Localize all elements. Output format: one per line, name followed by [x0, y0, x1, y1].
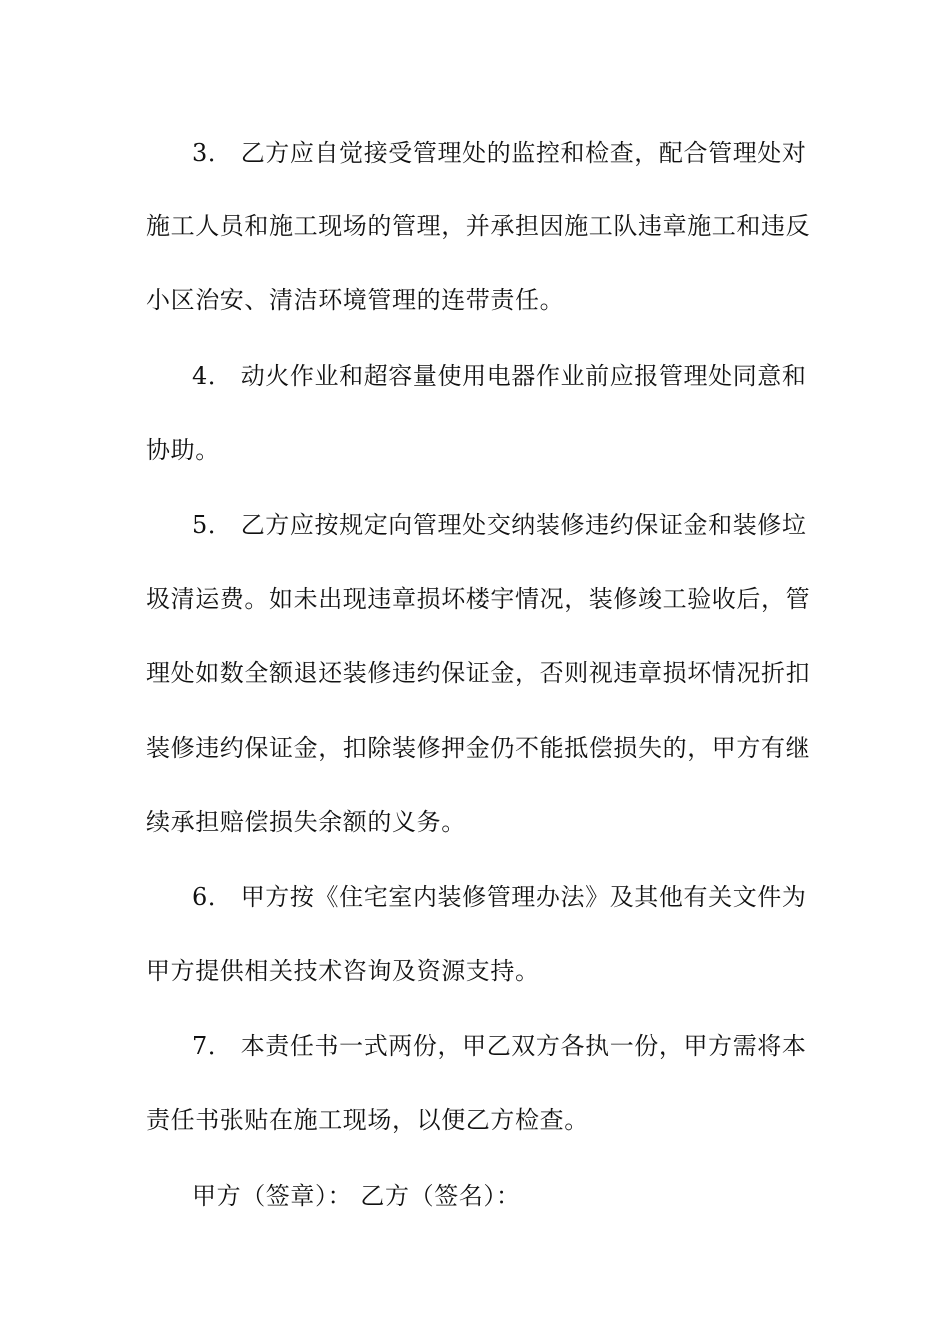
clause-6-line-2: 甲方提供相关技术咨询及资源支持。 — [146, 957, 540, 985]
clause-7-line-2: 责任书张贴在施工现场，以便乙方检查。 — [146, 1106, 589, 1134]
clause-4-line-2: 协助。 — [146, 436, 220, 464]
clause-3-line-2: 施工人员和施工现场的管理，并承担因施工队违章施工和违反 — [146, 212, 811, 240]
clause-3-line-3: 小区治安、清洁环境管理的连带责任。 — [146, 286, 565, 314]
clause-6-line-1: 6． 甲方按《住宅室内装修管理办法》及其他有关文件为 — [192, 883, 807, 911]
clause-5-line-2: 圾清运费。如未出现违章损坏楼宇情况，装修竣工验收后，管 — [146, 585, 811, 613]
clause-7-line-1: 7． 本责任书一式两份，甲乙双方各执一份，甲方需将本 — [192, 1032, 807, 1060]
clause-3-line-1: 3． 乙方应自觉接受管理处的监控和检查，配合管理处对 — [192, 139, 807, 167]
clause-5-line-4: 装修违约保证金，扣除装修押金仍不能抵偿损失的，甲方有继 — [146, 734, 811, 762]
clause-5-line-5: 续承担赔偿损失余额的义务。 — [146, 808, 466, 836]
signature-line: 甲方（签章）： 乙方（签名）： — [192, 1182, 521, 1210]
clause-5-line-1: 5． 乙方应按规定向管理处交纳装修违约保证金和装修垃 — [192, 511, 807, 539]
clause-5-line-3: 理处如数全额退还装修违约保证金，否则视违章损坏情况折扣 — [146, 659, 811, 687]
clause-4-line-1: 4． 动火作业和超容量使用电器作业前应报管理处同意和 — [192, 362, 807, 390]
